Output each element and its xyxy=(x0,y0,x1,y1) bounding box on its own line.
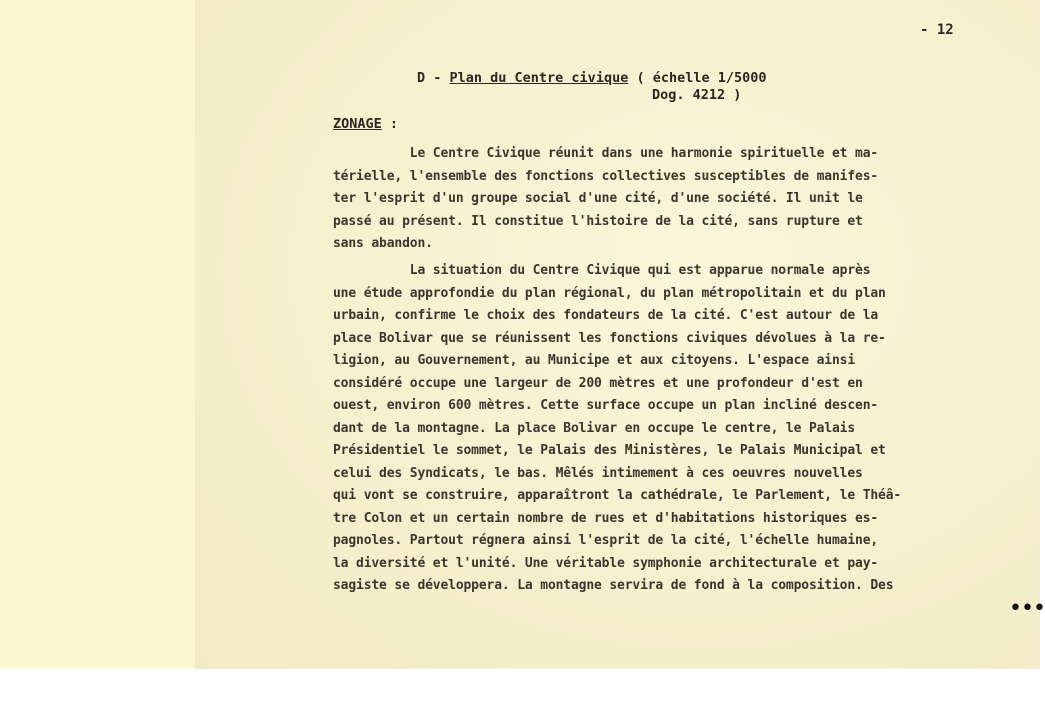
text-line: passé au présent. Il constitue l'histoire de la cité, sans rupture et xyxy=(333,213,863,229)
text-line: la diversité et l'unité. Une véritable symphonie architecturale et pay- xyxy=(333,555,879,571)
heading-prefix: D - xyxy=(417,70,450,86)
text-line: tre Colon et un certain nombre de rues et d'habitations historiques es- xyxy=(333,510,879,526)
text-line: sagiste se développera. La montagne servira de fond à la composition. Des xyxy=(333,578,894,593)
text-line: urbain, confirme le choix des fondateurs de la cité. C'est autour de la xyxy=(333,308,879,323)
more-horizontal-icon[interactable]: ••• xyxy=(1009,596,1045,621)
subsection-suffix: : xyxy=(381,116,399,132)
text-line: térielle, l'ensemble des fonctions collectives susceptibles de manifes- xyxy=(333,168,879,184)
text-line: Présidentiel le sommet, le Palais des Ministères, le Palais Municipal et xyxy=(333,443,886,458)
document-reference: Dog. 4212 ) xyxy=(652,87,742,103)
section-heading xyxy=(417,70,767,87)
text-line: place Bolivar que se réunissent les fonctions civiques dévolues à la re- xyxy=(333,330,886,346)
text-line: qui vont se construire, apparaîtront la cathédrale, le Parlement, le Théâ- xyxy=(333,488,902,503)
page-number: - 12 xyxy=(920,22,954,38)
subsection-title xyxy=(333,116,398,132)
text-line: Le Centre Civique réunit dans une harmonie spirituelle et ma- xyxy=(333,146,879,161)
heading-scale: ( échelle 1/5000 xyxy=(628,70,767,86)
paragraph-2 xyxy=(333,260,901,598)
text-line: une étude approfondie du plan régional, du plan métropolitain et du plan xyxy=(333,285,886,301)
text-line: celui des Syndicats, le bas. Mêlés intimement à ces oeuvres nouvelles xyxy=(333,465,863,481)
text-line: dant de la montagne. La place Bolivar en occupe le centre, le Palais xyxy=(333,420,856,436)
text-line: La situation du Centre Civique qui est apparue normale après xyxy=(333,263,871,278)
text-line: pagnoles. Partout régnera ainsi l'esprit de la cité, l'échelle humaine, xyxy=(333,533,879,548)
heading-title: Plan du Centre civique xyxy=(449,70,629,86)
scanned-page xyxy=(195,0,1040,669)
text-line: ligion, au Gouvernement, au Municipe et aux citoyens. L'espace ainsi xyxy=(333,353,856,368)
text-line: ouest, environ 600 mètres. Cette surface occupe un plan incliné descen- xyxy=(333,398,879,413)
text-line: sans abandon. xyxy=(333,236,433,251)
paragraph-1 xyxy=(333,143,878,256)
subsection-label: ZONAGE xyxy=(333,116,382,132)
text-line: ter l'esprit d'un groupe social d'une cité, d'une société. Il unit le xyxy=(333,191,863,206)
text-line: considéré occupe une largeur de 200 mètres et une profondeur d'est en xyxy=(333,375,863,391)
page-left-margin xyxy=(0,0,195,669)
